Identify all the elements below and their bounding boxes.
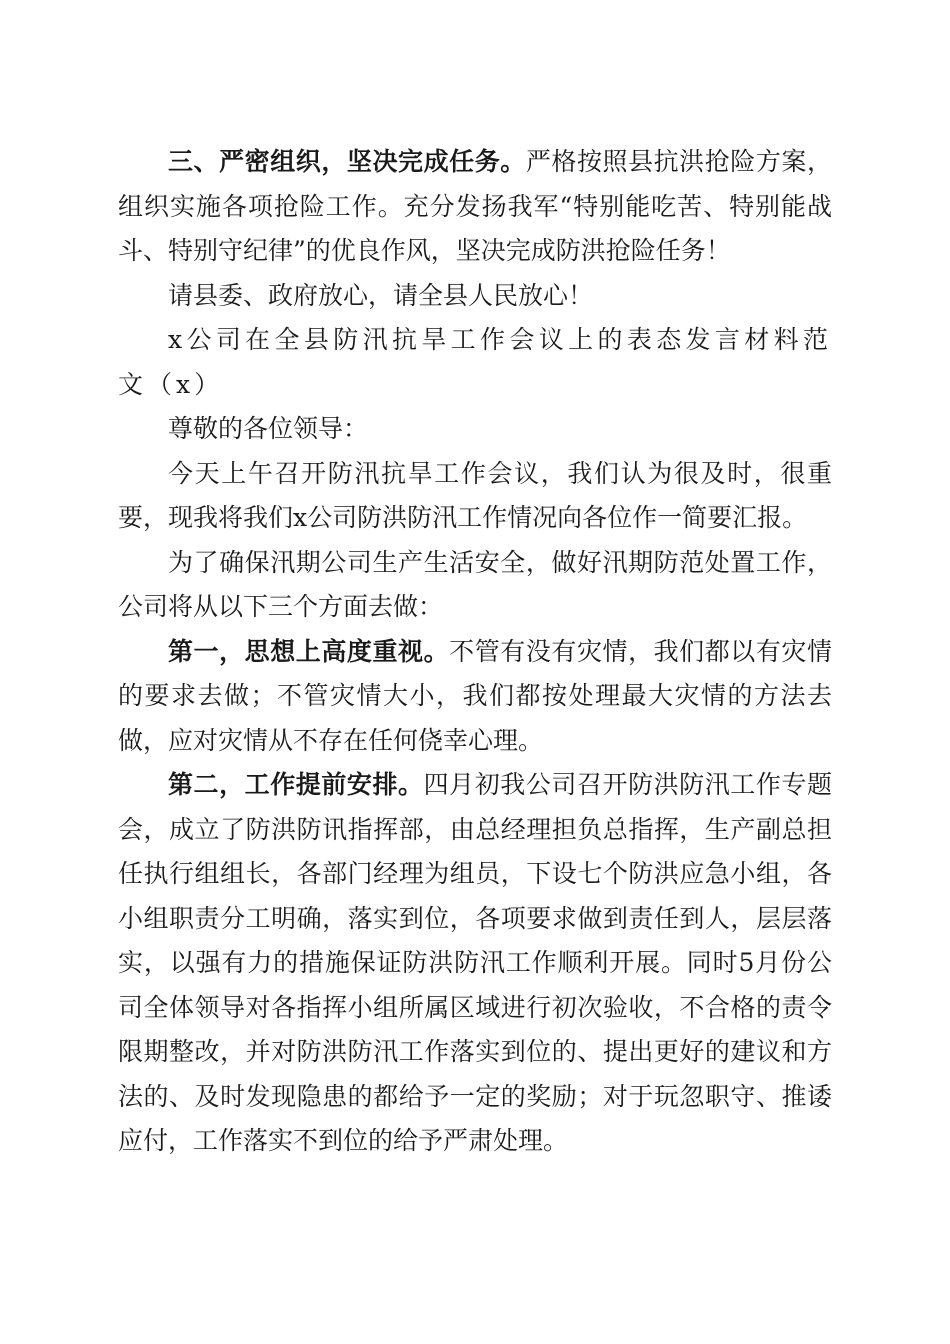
paragraph-assurance — [118, 274, 832, 319]
document-title — [118, 318, 832, 407]
paragraph-text: 请县委、政府放心，请全县人民放心！ — [168, 280, 594, 310]
paragraph-text: 为了确保汛期公司生产生活安全，做好汛期防范处置工作，公司将从以下三个方面去做： — [118, 547, 832, 621]
paragraph-text: 不管有没有灾情，我们都以有灾情的要求去做；不管灾情大小，我们都按处理最大灾情的方法去做，应对灾情从不存在任何侥幸心理。 — [118, 636, 832, 755]
paragraph-lead: 第一，思想上高度重视。 — [168, 636, 450, 666]
paragraph-intro — [118, 452, 832, 541]
paragraph-point-two — [118, 763, 832, 1164]
paragraph-text: 今天上午召开防汛抗旱工作会议，我们认为很及时，很重要，现我将我们x公司防洪防汛工作情况向各位作一简要汇报。 — [118, 458, 832, 532]
paragraph-purpose — [118, 541, 832, 630]
document-body — [118, 140, 832, 1164]
paragraph-point-one — [118, 630, 832, 764]
paragraph-task-three — [118, 140, 832, 274]
paragraph-lead: 三、严密组织，坚决完成任务。 — [168, 147, 526, 176]
salutation — [118, 407, 832, 452]
paragraph-lead: 第二，工作提前安排。 — [168, 770, 424, 799]
paragraph-text: 严格按照县抗洪抢险方案，组织实施各项抢险工作。充分发扬我军“特别能吃苦、特别能战斗、特别守纪律”的优良作风，坚决完成防洪抢险任务！ — [118, 147, 832, 265]
paragraph-text: x公司在全县防汛抗旱工作会议上的表态发言材料范文（x） — [118, 325, 832, 399]
paragraph-text: 尊敬的各位领导： — [168, 414, 369, 443]
paragraph-text: 四月初我公司召开防洪防汛工作专题会，成立了防洪防讯指挥部，由总经理担负总指挥，生产副总担任执行组组长，各部门经理为组员，下设七个防洪应急小组，各小组职责分工明确，落实到位，各项要求做到责任到人，层层落实，以强有力的措施保证防洪防汛工作顺利开展。同时5月份公司全体领导对各指挥小组所属区域进行初次验收，不合格的责令限期整改，并对防洪防汛工作落实到位的、提出更好的建议和方法的、及时发现隐患的都给予一定的奖励；对于玩忽职守、推诿应付，工作落实不到位的给予严肃处理。 — [118, 770, 832, 1155]
